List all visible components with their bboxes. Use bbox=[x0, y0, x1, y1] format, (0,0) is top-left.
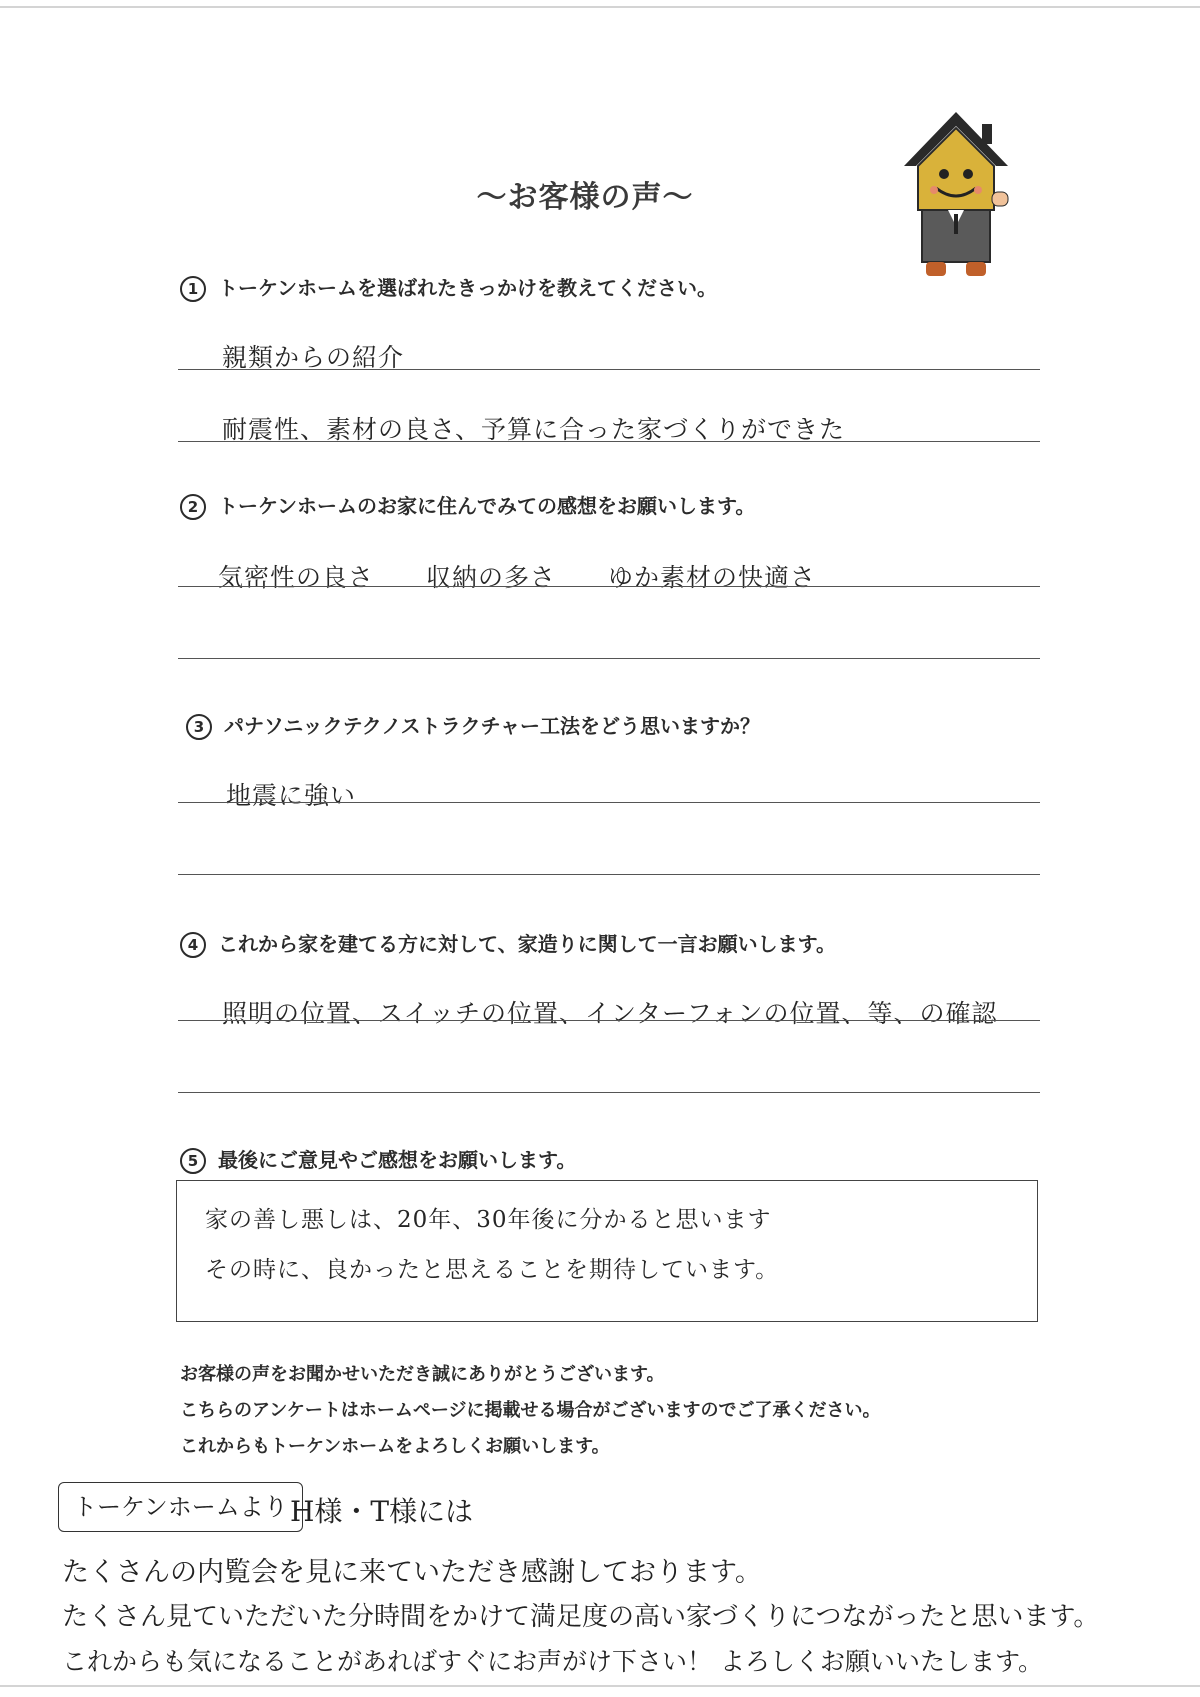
answer-rule bbox=[178, 874, 1040, 875]
question-4 bbox=[180, 928, 836, 958]
answer-rule bbox=[178, 1092, 1040, 1093]
answer-rule bbox=[178, 802, 1040, 803]
thanks-line-2: こちらのアンケートはホームページに掲載せる場合がございますのでご了承ください。 bbox=[180, 1400, 881, 1421]
question-text: トーケンホームのお家に住んでみての感想をお願いします。 bbox=[218, 494, 756, 518]
answer-1-line-2: 耐震性、素材の良さ、予算に合った家づくりができた bbox=[222, 415, 846, 444]
question-text: トーケンホームを選ばれたきっかけを教えてください。 bbox=[218, 276, 717, 300]
answer-rule bbox=[178, 441, 1040, 442]
question-number: 4 bbox=[180, 932, 206, 958]
comment-box bbox=[176, 1180, 1038, 1322]
question-text: これから家を建てる方に対して、家造りに関して一言お願いします。 bbox=[218, 932, 836, 956]
reply-addressee: H様・T様には bbox=[290, 1495, 474, 1528]
question-number: 5 bbox=[180, 1148, 206, 1174]
reply-line-3: これからも気になることがあればすぐにお声がけ下さい！ よろしくお願いいたします。 bbox=[62, 1647, 1043, 1676]
comment-line-2: その時に、良かったと思えることを期待しています。 bbox=[205, 1257, 780, 1283]
question-5 bbox=[180, 1144, 576, 1174]
answer-rule bbox=[178, 586, 1040, 587]
thanks-line-1: お客様の声をお聞かせいただき誠にありがとうございます。 bbox=[180, 1364, 665, 1385]
question-text: 最後にご意見やご感想をお願いします。 bbox=[218, 1148, 577, 1172]
question-number: 2 bbox=[180, 494, 206, 520]
question-text: パナソニックテクノストラクチャー工法をどう思いますか？ bbox=[224, 714, 760, 738]
reply-line-2: たくさん見ていただいた分時間をかけて満足度の高い家づくりにつながったと思います。 bbox=[62, 1602, 1100, 1632]
question-number: 1 bbox=[180, 276, 206, 302]
answer-4-line-1: 照明の位置、スイッチの位置、インターフォンの位置、等、の確認 bbox=[222, 999, 998, 1028]
answer-rule bbox=[178, 658, 1040, 659]
reply-badge: トーケンホームより bbox=[58, 1482, 303, 1532]
answer-3-line-1: 地震に強い bbox=[226, 781, 357, 810]
scan-edge-bottom bbox=[0, 1685, 1200, 1687]
reply-line-1: たくさんの内覧会を見に来ていただき感謝しております。 bbox=[62, 1557, 762, 1588]
page-title: ～お客様の声～ bbox=[476, 180, 694, 215]
question-number: 3 bbox=[186, 714, 212, 740]
answer-rule bbox=[178, 369, 1040, 370]
answer-1-line-1: 親類からの紹介 bbox=[222, 343, 405, 372]
scan-edge-top bbox=[0, 6, 1200, 8]
question-2 bbox=[180, 490, 755, 520]
answer-rule bbox=[178, 1020, 1040, 1021]
question-3 bbox=[186, 710, 760, 740]
answer-2-line-1: 気密性の良さ 収納の多さ ゆか素材の快適さ bbox=[218, 563, 817, 592]
comment-line-1: 家の善し悪しは、20年、30年後に分かると思います bbox=[205, 1207, 772, 1233]
question-1 bbox=[180, 272, 717, 302]
thanks-line-3: これからもトーケンホームをよろしくお願いします。 bbox=[180, 1436, 610, 1457]
